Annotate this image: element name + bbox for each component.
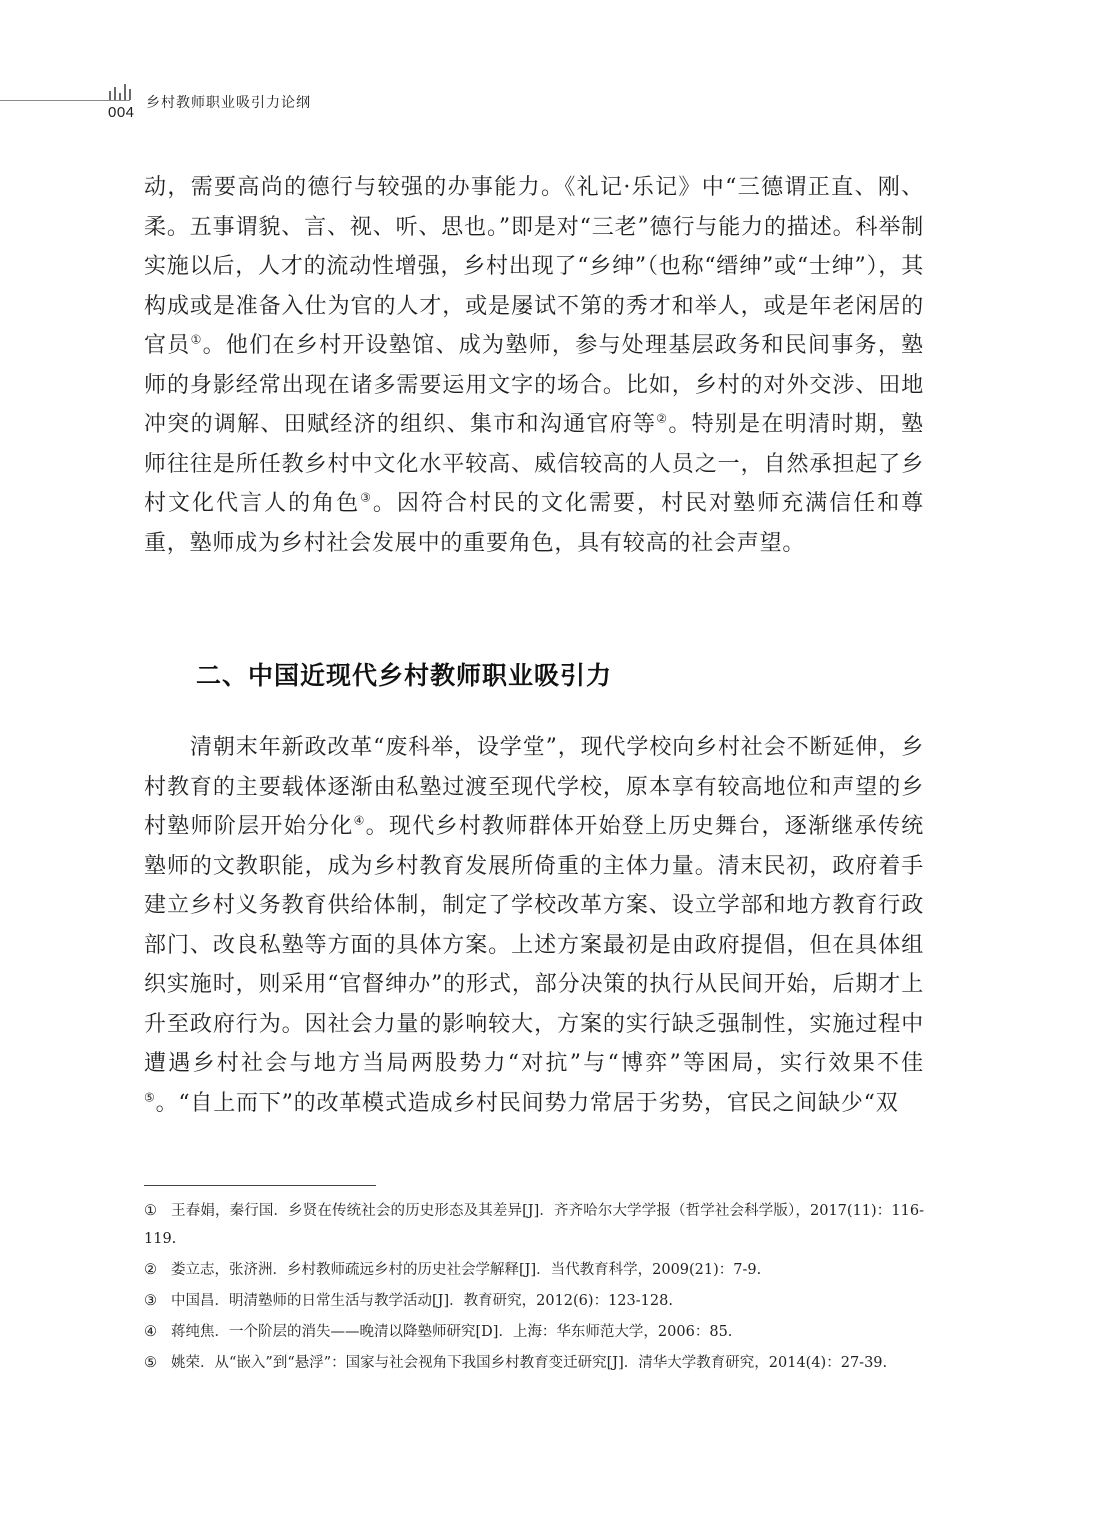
footnote-mark: ③ — [144, 1293, 157, 1309]
footnote-ref-3: ③ — [360, 490, 373, 505]
footnote-ref-5: ⑤ — [144, 1090, 156, 1105]
paragraph-1-text-4: 。因符合村民的文化需要，村民对塾师充满信任和尊重，塾师成为乡村社会发展中的重要角色，具有较高的社会声望。 — [144, 491, 925, 556]
paragraph-1-text-2: 。他们在乡村开设塾馆、成为塾师，参与处理基层政务和民间事务，塾师的身影经常出现在诸多需要运用文字的场合。比如，乡村的对外交涉、田地冲突的调解、田赋经济的组织、集市和沟通官府等 — [144, 333, 924, 437]
footnote-text: 蒋纯焦．一个阶层的消失——晚清以降塾师研究[D]．上海：华东师范大学，2006：85. — [171, 1324, 733, 1340]
footnote-mark: ⑤ — [144, 1355, 157, 1371]
footnote-item — [144, 1349, 924, 1377]
footnote-mark: ① — [144, 1203, 158, 1219]
footnote-ref-1: ① — [190, 332, 203, 347]
footnote-item — [144, 1318, 924, 1346]
footnote-item — [144, 1256, 924, 1284]
footnote-list — [144, 1197, 924, 1380]
footnote-text: 中国昌．明清塾师的日常生活与教学活动[J]．教育研究，2012(6)：123-128. — [171, 1293, 673, 1309]
footnote-text: 娄立志，张济洲．乡村教师疏远乡村的历史社会学解释[J]．当代教育科学，2009(21)：7-9. — [171, 1262, 762, 1278]
paragraph-2-text-1: 清朝末年新政改革“废科举，设学堂”，现代学校向乡村社会不断延伸，乡村教育的主要载体逐渐由私塾过渡至现代学校，原本享有较高地位和声望的乡村塾师阶层开始分化 — [144, 735, 924, 839]
footnote-text: 姚荣．从“嵌入”到“悬浮”：国家与社会视角下我国乡村教育变迁研究[J]．清华大学教育研究，2014(4)：27-39. — [171, 1355, 888, 1371]
paragraph-2-text-2: 。现代乡村教师群体开始登上历史舞台，逐渐继承传统塾师的文教职能，成为乡村教育发展所倚重的主体力量。清末民初，政府着手建立乡村义务教育供给体制，制定了学校改革方案、设立学部和地方教育行政部门、改良私塾等方面的具体方案。上述方案最初是由政府提倡，但在具体组织实施时，则采用“官督绅办”的形式，部分决策的执行从民间开始，后期才上升至政府行为。因社会力量的影响较大，方案的实行缺乏强制性，实施过程中遭遇乡村社会与地方当局两股势力“对抗”与“博弈”等困局，实行效果不佳 — [144, 814, 924, 1076]
paragraph-1-text-3: 。特别是在明清时期，塾师往往是所任教乡村中文化水平较高、威信较高的人员之一，自然承担起了乡村文化代言人的角色 — [144, 412, 924, 516]
page-number: 004 — [108, 104, 135, 121]
paragraph-1-text-1: 动，需要高尚的德行与较强的办事能力。《礼记·乐记》中“三德谓正直、刚、柔。五事谓貌、言、视、听、思也。”即是对“三老”德行与能力的描述。科举制实施以后，人才的流动性增强，乡村出现了“乡绅”（也称“缙绅”或“士绅”），其构成或是准备入仕为官的人才，或是屡试不第的秀才和举人，或是年老闲居的官员 — [144, 175, 924, 358]
footnote-text: 王春娟，秦行国．乡贤在传统社会的历史形态及其差异[J]．齐齐哈尔大学学报（哲学社会科学版），2017(11)：116-119. — [144, 1203, 924, 1247]
footnote-ref-2: ② — [656, 411, 669, 426]
paragraph-2-text-3: 。“自上而下”的改革模式造成乡村民间势力常居于劣势，官民之间缺少“双 — [155, 1090, 899, 1116]
footnote-ref-4: ④ — [353, 813, 366, 828]
footnote-item — [144, 1197, 924, 1253]
body-paragraph-2 — [144, 728, 924, 1123]
footnote-mark: ④ — [144, 1324, 157, 1340]
footnote-item — [144, 1287, 924, 1315]
section-heading: 二、中国近现代乡村教师职业吸引力 — [196, 661, 613, 690]
running-title: 乡村教师职业吸引力论纲 — [146, 95, 311, 111]
footnote-mark: ② — [144, 1262, 157, 1278]
body-paragraph-1 — [144, 168, 924, 563]
footnote-separator — [144, 1185, 376, 1186]
header-rule — [0, 100, 130, 101]
header-bar-ornament — [109, 84, 137, 100]
